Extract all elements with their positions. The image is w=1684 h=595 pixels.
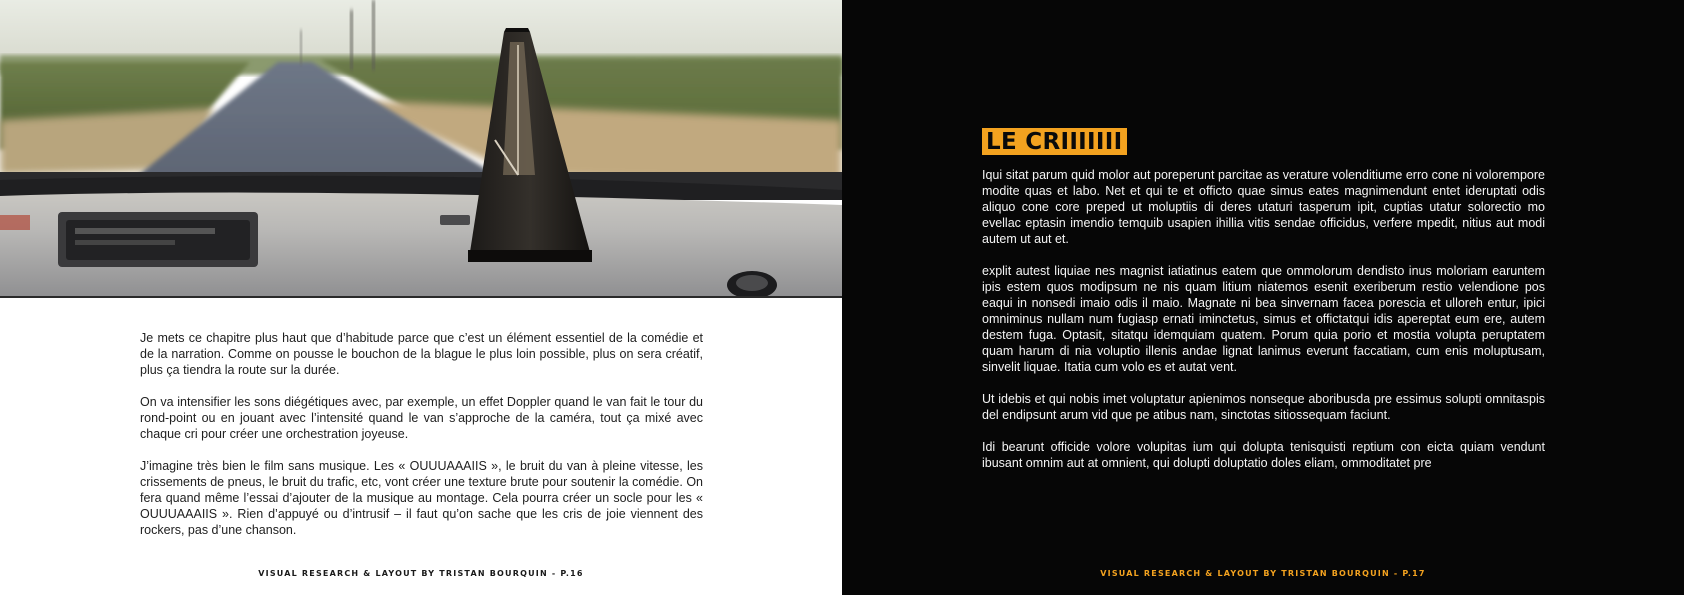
right-body-text: [982, 167, 1545, 487]
dashboard-metronome-photo: [0, 0, 842, 298]
right-paragraph-1: Iqui sitat parum quid molor aut poreperunt parcitae as verature volenditiume erro cone ni volorempore modite quas et labo. Net et qui te et officto quae simus eates magnimendunt entet ideruptati odis aliquo cone core preped ut moluptiis di deres utaturi tasperum ipit, cuptias utatur solorectio mo evellac eptasin imendio temquib usapien ihillia vitis sendae officidus, verfere mpedit, nitius aut modi autem ut aut et.: [982, 168, 1545, 246]
right-paragraph-4: Idi bearunt officide volore volupitas ium qui dolupta tenisquisti reptium con eicta quiam vendunt ibusant omnim aut at omnient, qui dolupti doluptatio doles eliam, ommoditatet pre: [982, 440, 1545, 470]
left-body-text: [140, 330, 703, 554]
left-page-footer: VISUAL RESEARCH & LAYOUT BY TRISTAN BOURQUIN - P.16: [258, 569, 584, 578]
right-paragraph-3: Ut idebis et qui nobis imet voluptatur apienimos nonseque aboribusda pre essimus solupti omnitaspis del endipsunt arum vid que pe atibus nam, sinctotas sitiossequam faciunt.: [982, 392, 1545, 422]
left-paragraph-3: J’imagine très bien le film sans musique. Les « OUUUAAAIIS », le bruit du van à pleine vitesse, les crissements de pneus, le bruit du trafic, etc, vont créer une texture brute pour soutenir la comédie. On fera quand même l’essai d’ajouter de la musique au montage. Cela pourra créer un socle pour les « OUUUAAAIIS ». Rien d’appuyé ou d’intrusif – il faut qu’on sache que les cris de joie viennent des rockers, pas d’une chanson.: [140, 459, 703, 537]
right-page: [842, 0, 1684, 595]
left-paragraph-1: Je mets ce chapitre plus haut que d’habitude parce que c’est un élément essentiel de la comédie et de la narration. Comme on pousse le bouchon de la blague le plus loin possible, plus on sera créatif, plus ça tiendra la route sur la durée.: [140, 331, 703, 377]
chapter-heading: LE CRIIIIIII: [982, 128, 1127, 155]
right-paragraph-2: explit autest liquiae nes magnist iatiatinus eatem que ommolorum dendisto inus moloriam earuntem ipis estem quos modipsum ne nis quam litium niatemos esenit exeriberum restio velendione pos eaqui in nonsedi imaio odis il maio. Magnate ni bea sinvernam facea porescia et ulloreh entur, ipici omniminus nullam num fugiasp ernati iminctetus, simus et offictatqui idis apereptat eum ere, autem destem fuga. Optasit, sitatqu idemquiam quatem. Porum quia porio et mostia volupta peruptatem quam harum di nia voluptio illenis andae lignat lanimus everunt faccatiam, cum enis moluptusam, sinvelit liquae. Itatia cum volo es et autat vent.: [982, 264, 1545, 374]
left-paragraph-2: On va intensifier les sons diégétiques avec, par exemple, un effet Doppler quand le van fait le tour du rond-point ou en jouant avec l’intensité quand le van s’approche de la caméra, tout ça mixé avec chaque cri pour créer une orchestration joyeuse.: [140, 395, 703, 441]
right-page-footer: VISUAL RESEARCH & LAYOUT BY TRISTAN BOURQUIN - P.17: [1100, 569, 1426, 578]
